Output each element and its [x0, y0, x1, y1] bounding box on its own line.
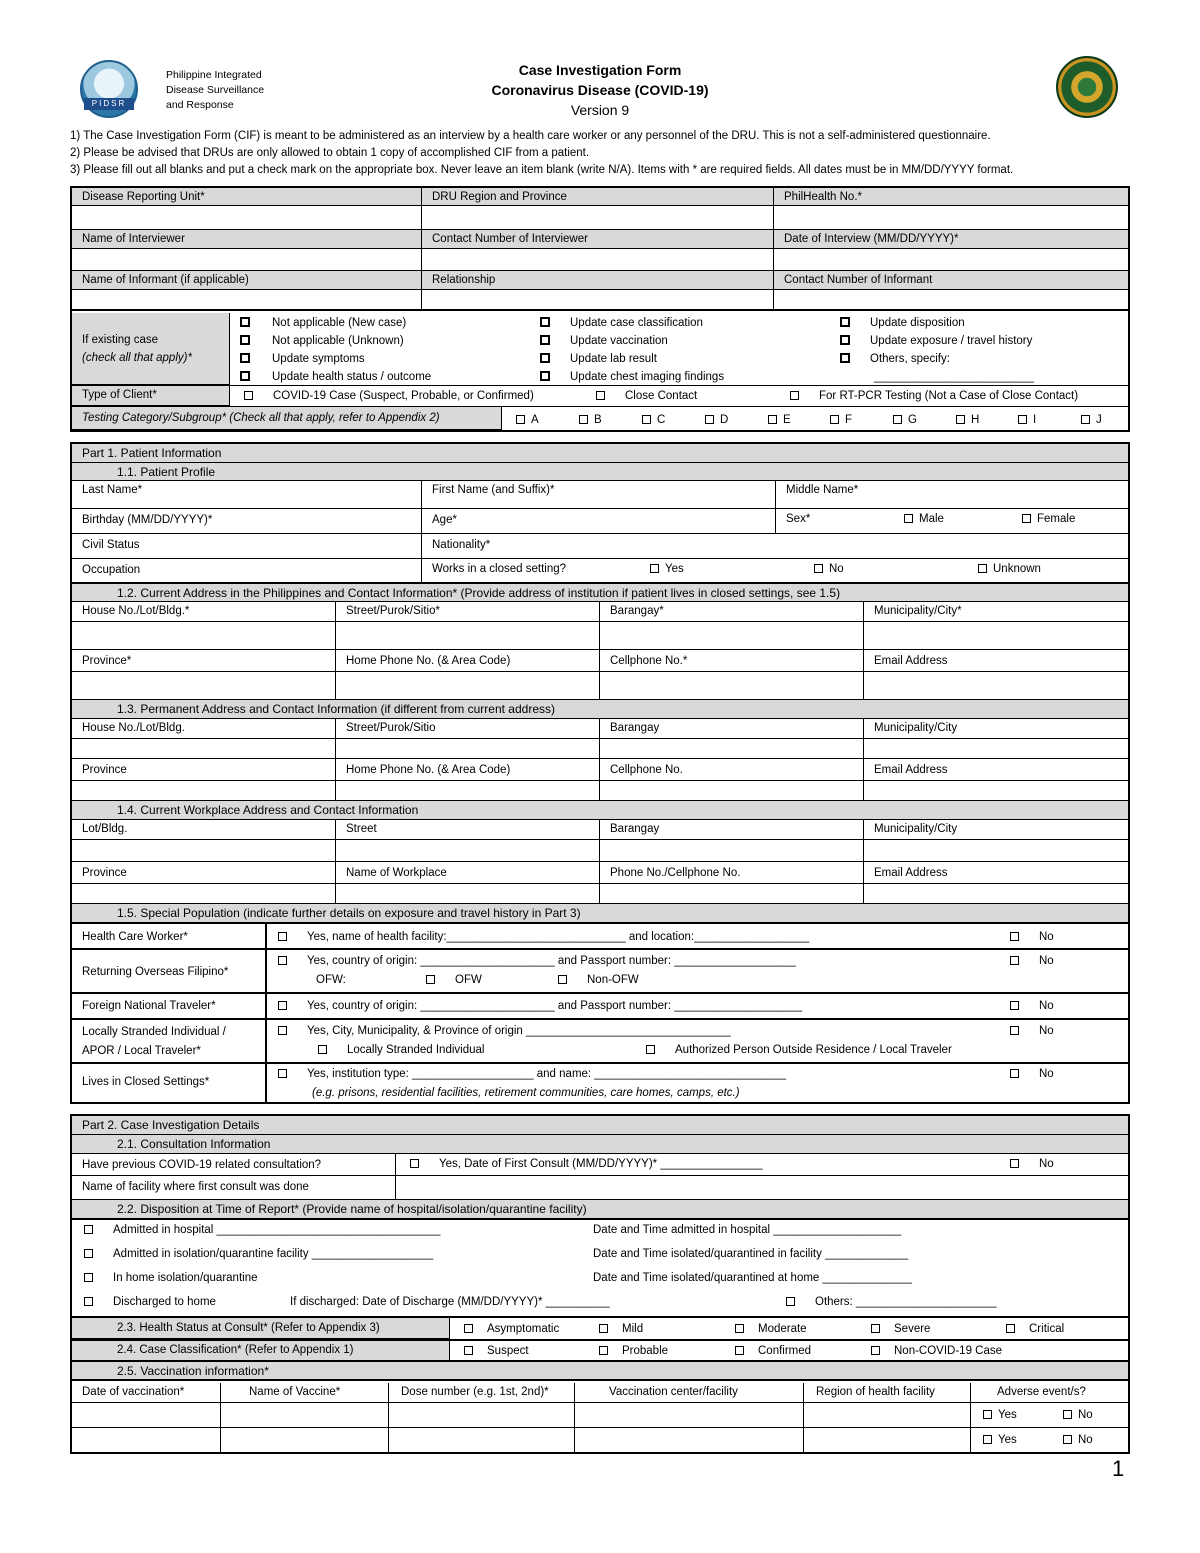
checkbox[interactable] [84, 1273, 93, 1282]
testing-f[interactable]: F [830, 412, 852, 428]
fnt-label: Foreign National Traveler* [82, 1000, 216, 1012]
health-asymptomatic[interactable]: Asymptomatic [464, 1321, 559, 1337]
checkbox[interactable] [840, 353, 850, 363]
work-street-label: Street [336, 820, 600, 840]
existing-opt[interactable]: Update vaccination [540, 332, 724, 350]
vax-center-field[interactable] [575, 1403, 804, 1428]
checkbox[interactable] [464, 1346, 473, 1355]
fnt-no[interactable]: No [1010, 998, 1054, 1014]
lcs-yes[interactable]: Yes, institution type: ___________________ and name: ______________________________ [278, 1066, 786, 1082]
lsi-label: Locally Stranded Individual / APOR / Local Traveler* [82, 1026, 226, 1057]
work-city-field[interactable] [864, 840, 1128, 862]
lsi-no[interactable]: No [1010, 1023, 1054, 1039]
prev-consult-yes[interactable]: Yes, Date of First Consult (MM/DD/YYYY)* ________________ [410, 1156, 763, 1172]
others-specify-field[interactable]: _________________________ [874, 371, 1034, 383]
existing-opt[interactable]: Update disposition [840, 314, 1034, 332]
home-phone-label: Home Phone No. (& Area Code) [336, 650, 600, 672]
lsi-opt2[interactable]: Authorized Person Outside Residence / Local Traveler [646, 1042, 952, 1058]
vax-name-header: Name of Vaccine* [221, 1383, 389, 1403]
disp-others[interactable]: Others: ______________________ [786, 1294, 997, 1310]
interviewer-label: Name of Interviewer [72, 230, 422, 249]
form-title: Case Investigation Form Coronavirus Disease (COVID-19) Version 9 [491, 62, 709, 118]
vax-dose-header: Dose number (e.g. 1st, 2nd)* [389, 1383, 575, 1403]
section-2-3: 2.3. Health Status at Consult* (Refer to Appendix 3) [72, 1318, 450, 1339]
vax-dose-field[interactable] [389, 1428, 575, 1452]
checkbox[interactable] [1010, 1159, 1019, 1168]
checkbox[interactable] [1010, 932, 1019, 941]
checkbox[interactable] [1063, 1435, 1072, 1444]
class-non-covid[interactable]: Non-COVID-19 Case [871, 1343, 1002, 1359]
discharge-date[interactable]: If discharged: Date of Discharge (MM/DD/YYYY)* __________ [290, 1296, 610, 1308]
facility-field[interactable] [396, 1176, 1128, 1200]
checkbox[interactable] [240, 371, 250, 381]
lsi-opt1[interactable]: Locally Stranded Individual [318, 1042, 484, 1058]
checkbox[interactable] [786, 1297, 795, 1306]
checkbox[interactable] [646, 1045, 655, 1054]
checkbox[interactable] [1010, 1069, 1019, 1078]
email-field[interactable] [864, 672, 1128, 700]
vax-dose-field[interactable] [389, 1403, 575, 1428]
checkbox[interactable] [1010, 1001, 1019, 1010]
checkbox[interactable] [735, 1324, 744, 1333]
perm-cell-label: Cellphone No. [600, 759, 864, 781]
interview-date-field[interactable] [774, 249, 1128, 271]
sex-female[interactable]: Female [1022, 511, 1075, 527]
rof-label: Returning Overseas Filipino* [82, 966, 229, 978]
work-city-label: Municipality/City [864, 820, 1128, 840]
pidsr-logo-text: PIDSR [84, 98, 134, 110]
testing-h[interactable]: H [956, 412, 979, 428]
vax-region-field[interactable] [804, 1428, 971, 1452]
health-mild[interactable]: Mild [599, 1321, 643, 1337]
philhealth-field[interactable] [774, 206, 1128, 230]
existing-opt[interactable]: Not applicable (New case) [240, 314, 431, 332]
vax-date-header: Date of vaccination* [72, 1383, 221, 1403]
checkbox[interactable] [978, 564, 987, 573]
instructions: 1) The Case Investigation Form (CIF) is meant to be administered as an interview by a health care worker or any personnel of the DRU. This is not a self-administered questionnaire. 2) Please be advised that DRUs are only allowed to obtain 1 copy of accomplished CIF from a patient. 3) Please fill out all blanks and put a check mark on the appropriate box. Never leave an item blank (write N/A). Items with * are required fields. All dates must be in MM/DD/YYYY format. [70, 130, 1014, 176]
existing-col1 [240, 314, 431, 386]
work-lot-field[interactable] [72, 840, 336, 862]
vax-name-field[interactable] [221, 1428, 389, 1452]
part2-title: Part 2. Case Investigation Details [72, 1116, 1128, 1135]
sex-cell: Sex* Male Female [776, 509, 1128, 534]
disp-discharged[interactable]: Discharged to home [84, 1294, 216, 1310]
prev-consult-cell [396, 1154, 1128, 1176]
vax-region-field[interactable] [804, 1403, 971, 1428]
vax-date-field[interactable] [72, 1403, 221, 1428]
vax-name-field[interactable] [221, 1403, 389, 1428]
work-province-label: Province [72, 862, 336, 884]
disp-hospital[interactable]: Admitted in hospital ___________________________________ [84, 1222, 440, 1238]
divider [72, 385, 1130, 386]
health-critical[interactable]: Critical [1006, 1321, 1064, 1337]
checkbox[interactable] [596, 391, 605, 400]
adverse-no[interactable]: No [1063, 1432, 1093, 1448]
checkbox[interactable] [735, 1346, 744, 1355]
checkbox[interactable] [240, 353, 250, 363]
checkbox[interactable] [642, 415, 651, 424]
perm-barangay-field[interactable] [600, 739, 864, 759]
checkbox[interactable] [558, 975, 567, 984]
checkbox[interactable] [790, 391, 799, 400]
class-suspect[interactable]: Suspect [464, 1343, 529, 1359]
checkbox[interactable] [871, 1324, 880, 1333]
testing-i[interactable]: I [1018, 412, 1036, 428]
hcw-yes[interactable]: Yes, name of health facility:____________________________ and location:__________________ [278, 929, 809, 945]
checkbox[interactable] [840, 317, 850, 327]
perm-cell-field[interactable] [600, 781, 864, 801]
checkbox[interactable] [983, 1410, 992, 1419]
existing-opt[interactable]: Update health status / outcome [240, 368, 431, 386]
hcw-no[interactable]: No [1010, 929, 1054, 945]
lcs-examples: (e.g. prisons, residential facilities, retirement communities, care homes, camps, etc.) [312, 1087, 740, 1099]
perm-city-label: Municipality/City [864, 719, 1128, 739]
vax-region-header: Region of health facility [804, 1383, 971, 1403]
province-label: Province* [72, 650, 336, 672]
perm-phone-label: Home Phone No. (& Area Code) [336, 759, 600, 781]
work-province-field[interactable] [72, 884, 336, 904]
testing-c[interactable]: C [642, 412, 665, 428]
relationship-field[interactable] [422, 290, 774, 311]
checkbox[interactable] [650, 564, 659, 573]
barangay-label: Barangay* [600, 602, 864, 622]
checkbox[interactable] [540, 371, 550, 381]
prev-consult-no[interactable]: No [1010, 1156, 1054, 1172]
lcs-label: Lives in Closed Settings* [82, 1076, 210, 1088]
testing-label: Testing Category/Subgroup* (Check all that apply, refer to Appendix 2) [72, 407, 502, 430]
checkbox[interactable] [278, 932, 287, 941]
work-phone-field[interactable] [600, 884, 864, 904]
checkbox[interactable] [516, 415, 525, 424]
perm-barangay-label: Barangay [600, 719, 864, 739]
perm-city-field[interactable] [864, 739, 1128, 759]
last-name-field[interactable]: Last Name* [72, 481, 422, 509]
checkbox[interactable] [1010, 956, 1019, 965]
adverse-yes[interactable]: Yes [983, 1432, 1017, 1448]
section-1-5: 1.5. Special Population (indicate further details on exposure and travel history in Part 3) [72, 904, 1128, 924]
part1-title: Part 1. Patient Information [72, 444, 1128, 463]
isolation-date[interactable]: Date and Time isolated/quarantined in facility _____________ [593, 1248, 909, 1260]
existing-opt[interactable]: Update chest imaging findings [540, 368, 724, 386]
health-severe[interactable]: Severe [871, 1321, 930, 1337]
occupation-field[interactable]: Occupation [72, 559, 422, 583]
work-phone-label: Phone No./Cellphone No. [600, 862, 864, 884]
vax-date-field[interactable] [72, 1428, 221, 1452]
sex-male[interactable]: Male [904, 511, 944, 527]
existing-col2 [540, 314, 724, 386]
checkbox[interactable] [599, 1346, 608, 1355]
checkbox[interactable] [1081, 415, 1090, 424]
birthday-field[interactable]: Birthday (MM/DD/YYYY)* [72, 509, 422, 534]
email-label: Email Address [864, 650, 1128, 672]
civil-status-field[interactable]: Civil Status [72, 534, 422, 559]
checkbox[interactable] [904, 514, 913, 523]
vax-adverse-cell [971, 1403, 1128, 1428]
checkbox[interactable] [318, 1045, 327, 1054]
divider [72, 1062, 1128, 1064]
checkbox[interactable] [278, 1069, 287, 1078]
perm-email-label: Email Address [864, 759, 1128, 781]
checkbox[interactable] [840, 335, 850, 345]
checkbox[interactable] [464, 1324, 473, 1333]
client-opt-case[interactable]: COVID-19 Case (Suspect, Probable, or Confirmed) [244, 388, 534, 404]
fnt-yes[interactable]: Yes, country of origin: _____________________ and Passport number: ____________________ [278, 998, 802, 1014]
section-2-4: 2.4. Case Classification* (Refer to Appendix 1) [72, 1341, 450, 1361]
checkbox[interactable] [599, 1324, 608, 1333]
testing-g[interactable]: G [893, 412, 917, 428]
checkbox[interactable] [768, 415, 777, 424]
perm-email-field[interactable] [864, 781, 1128, 801]
health-moderate[interactable]: Moderate [735, 1321, 807, 1337]
client-opt-rtpcr[interactable]: For RT-PCR Testing (Not a Case of Close Contact) [790, 388, 1078, 404]
divider [72, 1018, 1128, 1020]
section-2-5: 2.5. Vaccination information* [72, 1362, 1128, 1381]
first-name-field[interactable]: First Name (and Suffix)* [422, 481, 776, 509]
checkbox[interactable] [540, 335, 550, 345]
existing-opt[interactable]: Update lab result [540, 350, 724, 368]
work-street-field[interactable] [336, 840, 600, 862]
checkbox[interactable] [1063, 1410, 1072, 1419]
checkbox[interactable] [278, 1026, 287, 1035]
interviewer-contact-field[interactable] [422, 249, 774, 271]
divider [72, 992, 1128, 994]
client-type-label: Type of Client* [72, 386, 230, 406]
section-2-1: 2.1. Consultation Information [72, 1135, 1128, 1154]
class-probable[interactable]: Probable [599, 1343, 668, 1359]
checkbox[interactable] [1018, 415, 1027, 424]
adverse-no[interactable]: No [1063, 1407, 1093, 1423]
vax-center-header: Vaccination center/facility [575, 1383, 804, 1403]
work-email-field[interactable] [864, 884, 1128, 904]
divider [265, 924, 267, 1102]
ofw-opt[interactable]: OFW [426, 972, 482, 988]
informant-field[interactable] [72, 290, 422, 311]
testing-d[interactable]: D [705, 412, 728, 428]
checkbox[interactable] [240, 335, 250, 345]
section-1-3: 1.3. Permanent Address and Contact Information (if different from current address) [72, 700, 1128, 719]
perm-phone-field[interactable] [336, 781, 600, 801]
hospital-date[interactable]: Date and Time admitted in hospital ____________________ [593, 1224, 902, 1236]
street-label: Street/Purok/Sitio* [336, 602, 600, 622]
perm-street-field[interactable] [336, 739, 600, 759]
work-email-label: Email Address [864, 862, 1128, 884]
adverse-yes[interactable]: Yes [983, 1407, 1017, 1423]
checkbox[interactable] [84, 1249, 93, 1258]
checkbox[interactable] [579, 415, 588, 424]
disp-isolation[interactable]: Admitted in isolation/quarantine facility ___________________ [84, 1246, 433, 1262]
divider [72, 948, 1128, 950]
house-no-field[interactable] [72, 622, 336, 650]
age-field[interactable]: Age* [422, 509, 776, 534]
closed-no[interactable]: No [814, 561, 844, 577]
checkbox[interactable] [1006, 1324, 1015, 1333]
checkbox[interactable] [814, 564, 823, 573]
checkbox[interactable] [540, 317, 550, 327]
existing-opt[interactable]: Others, specify: [840, 350, 1034, 368]
middle-name-field[interactable]: Middle Name* [776, 481, 1128, 509]
dru-region-label: DRU Region and Province [422, 188, 774, 206]
disp-home[interactable]: In home isolation/quarantine [84, 1270, 258, 1286]
ofw-label: OFW: [316, 974, 346, 986]
page-number: 1 [1112, 1456, 1125, 1481]
org-name: Philippine Integrated Disease Surveillance and Response [166, 69, 265, 111]
facility-label: Name of facility where first consult was done [72, 1176, 396, 1200]
checkbox[interactable] [278, 1001, 287, 1010]
section-1-1: 1.1. Patient Profile [72, 463, 1128, 481]
section-1-4: 1.4. Current Workplace Address and Contact Information [72, 801, 1128, 820]
vax-adverse-header: Adverse event/s? [971, 1383, 1128, 1403]
testing-b[interactable]: B [579, 412, 602, 428]
checkbox[interactable] [705, 415, 714, 424]
checkbox[interactable] [1022, 514, 1031, 523]
checkbox[interactable] [244, 391, 253, 400]
work-lot-label: Lot/Bldg. [72, 820, 336, 840]
checkbox[interactable] [84, 1297, 93, 1306]
informant-contact-label: Contact Number of Informant [774, 271, 1128, 290]
informant-label: Name of Informant (if applicable) [72, 271, 422, 290]
checkbox[interactable] [830, 415, 839, 424]
existing-opt[interactable]: Update case classification [540, 314, 724, 332]
philhealth-label: PhilHealth No.* [774, 188, 1128, 206]
checkbox[interactable] [983, 1435, 992, 1444]
section-1-2: 1.2. Current Address in the Philippines and Contact Information* (Provide address of institution if patient lives in closed settings, see 1.5) [72, 583, 1128, 602]
prev-consult-label: Have previous COVID-19 related consultation? [72, 1154, 396, 1176]
checkbox[interactable] [84, 1225, 93, 1234]
existing-col3 [840, 314, 1034, 386]
closed-setting-cell: Works in a closed setting? Yes No Unknown [422, 559, 1128, 583]
checkbox[interactable] [956, 415, 965, 424]
interviewer-field[interactable] [72, 249, 422, 271]
lsi-yes[interactable]: Yes, City, Municipality, & Province of origin ________________________________ [278, 1023, 731, 1039]
nonofw-opt[interactable]: Non-OFW [558, 972, 639, 988]
home-phone-field[interactable] [336, 672, 600, 700]
existing-opt[interactable]: Update exposure / travel history [840, 332, 1034, 350]
checkbox[interactable] [278, 956, 287, 965]
dru-region-field[interactable] [422, 206, 774, 230]
cellphone-field[interactable] [600, 672, 864, 700]
house-no-label: House No./Lot/Bldg.* [72, 602, 336, 622]
checkbox[interactable] [426, 975, 435, 984]
lcs-no[interactable]: No [1010, 1066, 1054, 1082]
vax-center-field[interactable] [575, 1428, 804, 1452]
checkbox[interactable] [410, 1159, 419, 1168]
province-field[interactable] [72, 672, 336, 700]
pidsr-logo [80, 60, 138, 118]
nationality-field[interactable]: Nationality* [422, 534, 1128, 559]
testing-e[interactable]: E [768, 412, 791, 428]
perm-house-label: House No./Lot/Bldg. [72, 719, 336, 739]
work-barangay-field[interactable] [600, 840, 864, 862]
relationship-label: Relationship [422, 271, 774, 290]
dru-label: Disease Reporting Unit* [72, 188, 422, 206]
closed-yes[interactable]: Yes [650, 561, 684, 577]
checkbox[interactable] [1010, 1026, 1019, 1035]
existing-opt[interactable]: Not applicable (Unknown) [240, 332, 431, 350]
work-barangay-label: Barangay [600, 820, 864, 840]
perm-province-field[interactable] [72, 781, 336, 801]
class-confirmed[interactable]: Confirmed [735, 1343, 811, 1359]
city-label: Municipality/City* [864, 602, 1128, 622]
client-opt-contact[interactable]: Close Contact [596, 388, 697, 404]
rof-yes[interactable]: Yes, country of origin: _____________________ and Passport number: ___________________ [278, 953, 796, 969]
hcw-label: Health Care Worker* [82, 931, 188, 943]
city-field[interactable] [864, 622, 1128, 650]
interviewer-contact-label: Contact Number of Interviewer [422, 230, 774, 249]
dru-field[interactable] [72, 206, 422, 230]
home-date[interactable]: Date and Time isolated/quarantined at home ______________ [593, 1272, 913, 1284]
checkbox[interactable] [240, 317, 250, 327]
barangay-field[interactable] [600, 622, 864, 650]
interview-date-label: Date of Interview (MM/DD/YYYY)* [774, 230, 1128, 249]
testing-a[interactable]: A [516, 412, 539, 428]
workplace-name-label: Name of Workplace [336, 862, 600, 884]
section-2-2: 2.2. Disposition at Time of Report* (Provide name of hospital/isolation/quarantine facility) [72, 1200, 1128, 1220]
vax-adverse-cell [971, 1428, 1128, 1452]
cellphone-label: Cellphone No.* [600, 650, 864, 672]
street-field[interactable] [336, 622, 600, 650]
doh-seal [1056, 56, 1118, 118]
rof-no[interactable]: No [1010, 953, 1054, 969]
informant-contact-field[interactable] [774, 290, 1128, 311]
checkbox[interactable] [871, 1346, 880, 1355]
closed-unknown[interactable]: Unknown [978, 561, 1041, 577]
perm-street-label: Street/Purok/Sitio [336, 719, 600, 739]
workplace-name-field[interactable] [336, 884, 600, 904]
testing-j[interactable]: J [1081, 412, 1102, 428]
checkbox[interactable] [893, 415, 902, 424]
checkbox[interactable] [540, 353, 550, 363]
existing-case-label: If existing case (check all that apply)* [72, 313, 230, 385]
perm-house-field[interactable] [72, 739, 336, 759]
existing-opt[interactable]: Update symptoms [240, 350, 431, 368]
perm-province-label: Province [72, 759, 336, 781]
